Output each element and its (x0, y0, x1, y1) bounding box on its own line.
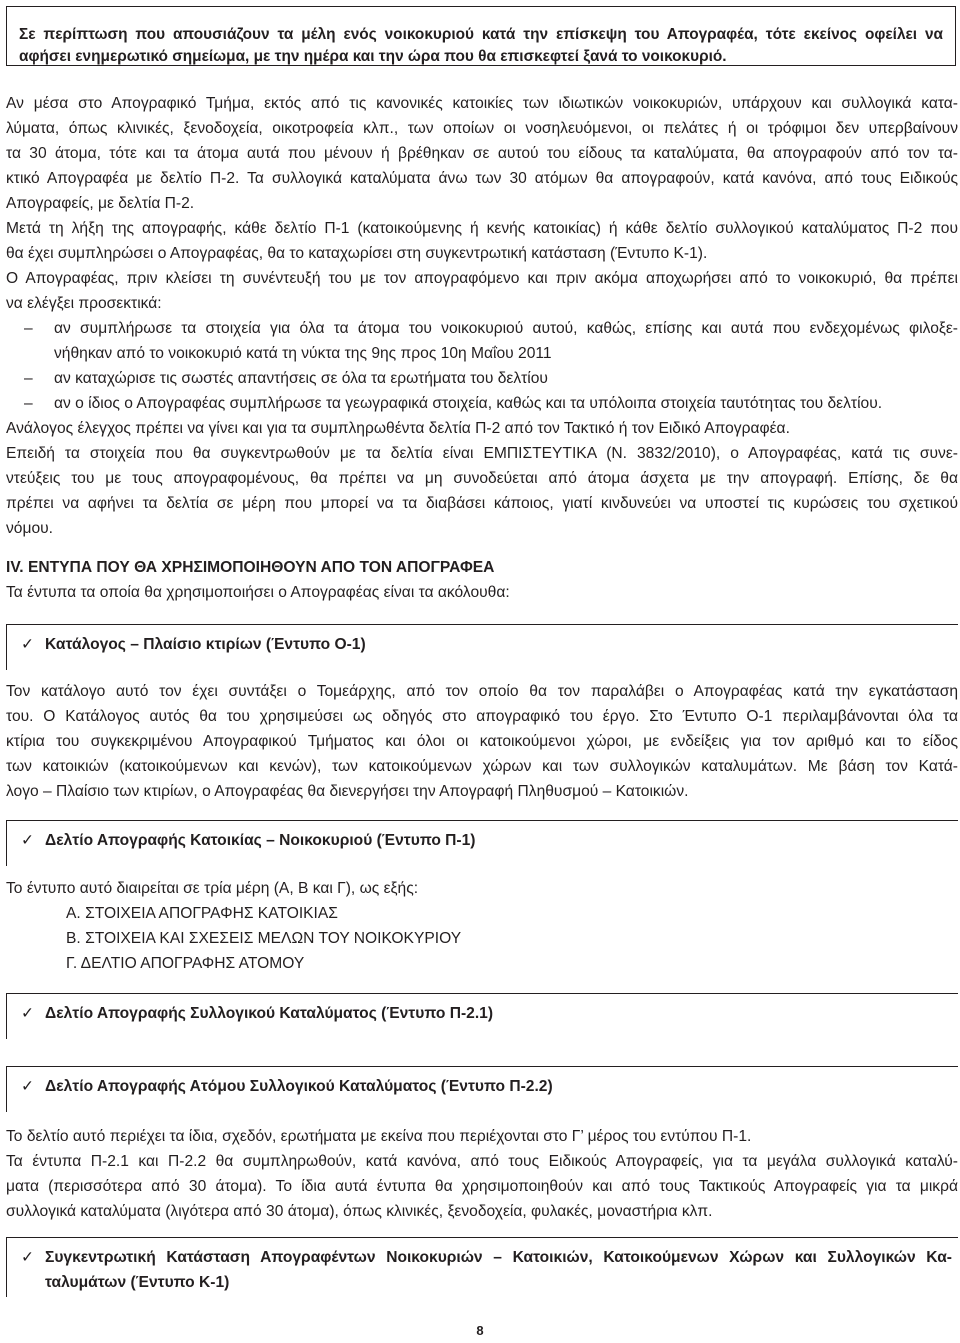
text-line: των κατοικιών (κατοικούμενων και κενών), των κατοικούμενων χώρων και των συλλογικών καταλυμάτων. Με βάση τον Κατά- (6, 758, 958, 775)
check-list-item (6, 316, 958, 366)
notice-line: Σε περίπτωση που απουσιάζουν τα μέλη ενός νοικοκυριού κατά την επίσκεψη του Απογραφέα, τότε εκείνος οφείλει να (19, 26, 943, 43)
form-title-line: ταλυμάτων (Έντυπο Κ-1) (45, 1274, 230, 1291)
dash-bullet: – (24, 370, 33, 387)
form-p1-header (6, 820, 958, 866)
text-line: ματα (περισσότερα από 30 άτομα). Το ίδια αυτά έντυπα θα χρησιμοποιηθούν και από τους Τακτικούς Απογραφείς για τα μικρά (6, 1178, 958, 1195)
form-o1-description (6, 679, 958, 804)
list-item-line: αν συμπλήρωσε τα στοιχεία για όλα τα άτομα του νοικοκυριού αυτού, καθώς, επίσης και αυτά που ενδεχομένως φιλοξε- (54, 320, 958, 337)
text-line: Τα έντυπα Π-2.1 και Π-2.2 θα συμπληρωθούν, κατά κανόνα, από τους Ειδικούς Απογραφείς, για τα μεγάλα συλλογικά καταλύ- (6, 1153, 958, 1170)
notice-line: αφήσει ενημερωτικό σημείωμα, με την ημέρα και την ώρα που θα επισκεφτεί ξανά το νοικοκυριό. (19, 48, 727, 65)
form-p22-header (6, 1066, 958, 1112)
form-title: Κατάλογος – Πλαίσιο κτιρίων (Έντυπο Ο-1) (45, 636, 366, 653)
text-line: Ανάλογος έλεγχος πρέπει να γίνει και για τα συμπληρωθέντα δελτία Π-2 από τον Τακτικό ή τον Ειδικό Απογραφέα. (6, 420, 790, 437)
census-procedure-text (6, 91, 958, 541)
form-title: Δελτίο Απογραφής Ατόμου Συλλογικού Καταλύματος (Έντυπο Π-2.2) (45, 1078, 553, 1095)
check-mark-icon: ✓ (21, 832, 35, 849)
section-iv (6, 555, 958, 605)
text-line: Απογραφείς, με δελτία Π-2. (6, 195, 195, 212)
form-part: Β. ΣΤΟΙΧΕΙΑ ΚΑΙ ΣΧΕΣΕΙΣ ΜΕΛΩΝ ΤΟΥ ΝΟΙΚΟΚΥΡΙΟΥ (66, 930, 462, 947)
form-part: Γ. ΔΕΛΤΙΟ ΑΠΟΓΡΑΦΗΣ ΑΤΟΜΟΥ (66, 955, 305, 972)
notice-box (6, 6, 956, 66)
check-mark-icon: ✓ (21, 1249, 35, 1266)
text-line: Μετά τη λήξη της απογραφής, κάθε δελτίο Π-1 (κατοικούμενης ή κενής κατοικίας) ή κάθε δελτίο συλλογικού καταλύματος Π-2 που (6, 220, 958, 237)
form-k1-header (6, 1237, 958, 1297)
text-line: λογο – Πλαίσιο των κτιρίων, ο Απογραφέας θα διενεργήσει την Απογραφή Πληθυσμού – Κατοικιών. (6, 783, 689, 800)
text-line: του. Ο Κατάλογος αυτός θα του χρησιμεύσει ως οδηγός στο απογραφικό του έργο. Στο Έντυπο Ο-1 περιλαμβάνονται όλα τα (6, 708, 958, 725)
text-line: πρέπει να αφήνει τα δελτία σε μέρη που μπορεί να τα διαβάσει κάποιος, γιατί κινδυνεύει να υποστεί τις κυρώσεις του σχετικού (6, 495, 958, 512)
check-mark-icon: ✓ (21, 1078, 35, 1095)
text-line: λύματα, όπως κλινικές, ξενοδοχεία, οικοτροφεία κλπ., των οποίων οι νοσηλευόμενοι, οι πελάτες ή οι τρόφιμοι δεν υπερβαίνουν (6, 120, 958, 137)
text-line: Το δελτίο αυτό περιέχει τα ίδια, σχεδόν, ερωτήματα με εκείνα που περιέχονται στο Γ’ μέρος του εντύπου Π-1. (6, 1128, 752, 1145)
form-p21-header (6, 993, 958, 1039)
page-number: 8 (476, 1323, 484, 1338)
form-p1-description (6, 876, 958, 976)
dash-bullet: – (24, 395, 33, 412)
list-item-line: αν καταχώρισε τις σωστές απαντήσεις σε όλα τα ερωτήματα του δελτίου (54, 370, 548, 387)
text-line: συλλογικά καταλύματα (λιγότερα από 30 άτομα), όπως κλινικές, ξενοδοχεία, φυλακές, μοναστήρια κλπ. (6, 1203, 713, 1220)
text-line: Τον κατάλογο αυτό τον έχει συντάξει ο Τομεάρχης, από τον οποίο θα τον παραλάβει ο Απογραφέας κατά την εγκατάσταση (6, 683, 958, 700)
check-list-item (6, 391, 958, 416)
form-title: Δελτίο Απογραφής Κατοικίας – Νοικοκυριού (Έντυπο Π-1) (45, 832, 476, 849)
text-line: Το έντυπο αυτό διαιρείται σε τρία μέρη (Α, Β και Γ), ως εξής: (6, 880, 419, 897)
check-list-item (6, 366, 958, 391)
section-heading: IV. ΕΝΤΥΠΑ ΠΟΥ ΘΑ ΧΡΗΣΙΜΟΠΟΙΗΘΟΥΝ ΑΠΟ ΤΟΝ ΑΠΟΓΡΑΦΕΑ (6, 559, 495, 576)
check-mark-icon: ✓ (21, 636, 35, 653)
dash-bullet: – (24, 320, 33, 337)
check-mark-icon: ✓ (21, 1005, 35, 1022)
text-line: κτικό Απογραφέα με δελτίο Π-2. Τα συλλογικά καταλύματα άνω των 30 ατόμων θα απογραφούν, κατά κανόνα, από τους Ειδικούς (6, 170, 958, 187)
form-p22-description (6, 1124, 958, 1224)
text-line: νόμου. (6, 520, 53, 537)
list-item-line: νήθηκαν από το νοικοκυριό κατά τη νύκτα της 9ης προς 10η Μαΐου 2011 (54, 345, 552, 362)
list-item-line: αν ο ίδιος ο Απογραφέας συμπλήρωσε τα γεωγραφικά στοιχεία, καθώς και τα υπόλοιπα στοιχεία ταυτότητας του δελτίου. (54, 395, 883, 412)
text-line: τα 30 άτομα, τότε και τα άτομα αυτά που μένουν ή βρέθηκαν σε αυτού του είδους τα καταλύματα, θα απογραφούν από τον τα- (6, 145, 958, 162)
form-o1-header (6, 624, 958, 670)
form-part: Α. ΣΤΟΙΧΕΙΑ ΑΠΟΓΡΑΦΗΣ ΚΑΤΟΙΚΙΑΣ (66, 905, 338, 922)
text-line: Ο Απογραφέας, πριν κλείσει τη συνέντευξή του με τον απογραφόμενο και πριν ακόμα αποχωρήσει από το νοικοκυριό, θα πρέπει (6, 270, 958, 287)
text-line: Επειδή τα στοιχεία που θα συγκεντρωθούν με τα δελτία είναι ΕΜΠΙΣΤΕΥΤΙΚΑ (Ν. 3832/2010), ο Απογραφέας, κατά τις συνε- (6, 445, 958, 462)
text-line: να ελέγξει προσεκτικά: (6, 295, 162, 312)
text-line: θα έχει συμπληρώσει ο Απογραφέας, θα το καταχωρίσει στη συγκεντρωτική κατάσταση (Έντυπο Κ-1). (6, 245, 708, 262)
form-title: Δελτίο Απογραφής Συλλογικού Καταλύματος (Έντυπο Π-2.1) (45, 1005, 494, 1022)
text-line: ντεύξεις του με τους απογραφομένους, θα πρέπει να μη συνοδεύεται από άτομα άσχετα με την απογραφή. Επίσης, δε θα (6, 470, 958, 487)
form-title-line: Συγκεντρωτική Κατάσταση Απογραφέντων Νοικοκυριών – Κατοικιών, Κατοικούμενων Χώρων και Συλλογικών Κα- (45, 1249, 952, 1266)
text-line: κτίρια του συγκεκριμένου Απογραφικού Τμήματος και όλοι οι κατοικούμενοι χώροι, με ενδείξεις για τον αριθμό και το είδος (6, 733, 958, 750)
text-line: Αν μέσα στο Απογραφικό Τμήμα, εκτός από τις κανονικές κατοικίες των ιδιωτικών νοικοκυριών, υπάρχουν και συλλογικά κατα- (6, 95, 958, 112)
section-intro: Τα έντυπα τα οποία θα χρησιμοποιήσει ο Απογραφέας είναι τα ακόλουθα: (6, 584, 510, 601)
